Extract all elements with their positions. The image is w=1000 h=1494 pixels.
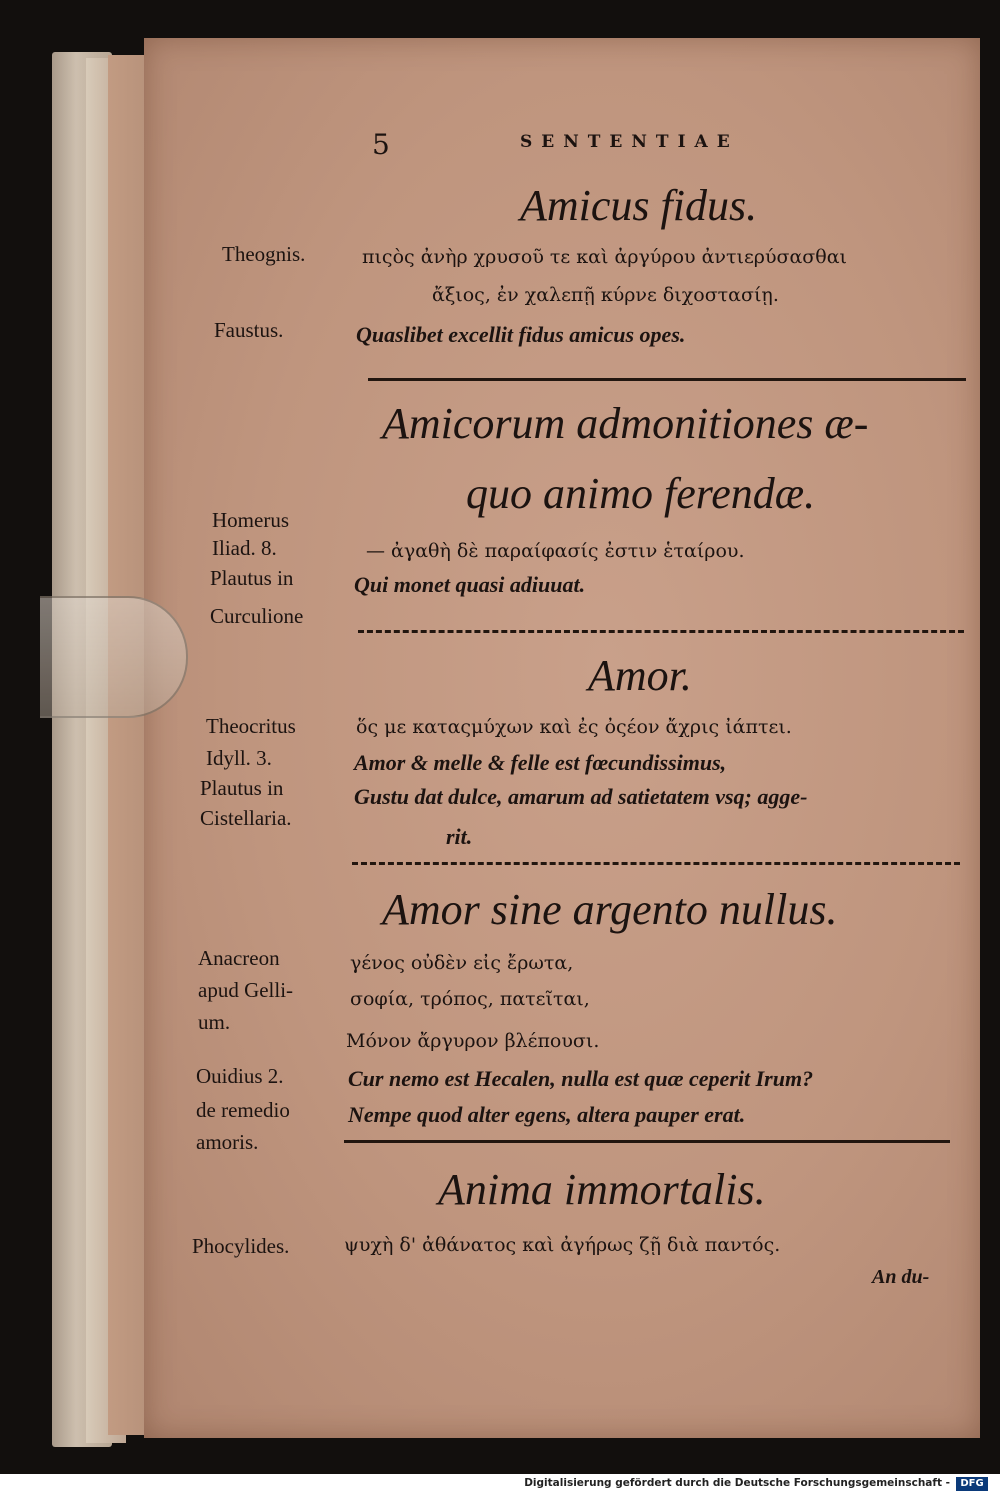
author-ref: de remedio: [196, 1098, 290, 1122]
section-rule: [358, 630, 964, 633]
running-title: SENTENTIAE: [520, 132, 739, 152]
latin-line: rit.: [446, 824, 473, 849]
greek-line: σοφία, τρόπος, πατεῖται,: [350, 988, 590, 1010]
section-heading: Amicorum admonitiones æ-: [382, 399, 869, 448]
greek-line: ψυχὴ δ' ἀθάνατος καὶ ἀγήρως ζῇ διὰ παντός.: [344, 1234, 781, 1256]
section-heading: quo animo ferendæ.: [466, 469, 816, 518]
author-ref: amoris.: [196, 1130, 259, 1154]
author-ref: Plautus in: [210, 566, 294, 590]
author-ref: Theocritus: [206, 714, 296, 738]
section-heading: Amor.: [588, 651, 692, 700]
page-edge: [108, 55, 148, 1435]
greek-line: γένος οὐδὲν εἰς ἔρωτα,: [350, 952, 574, 974]
author-ref: um.: [198, 1010, 231, 1034]
author-ref: Curculione: [210, 604, 304, 628]
section-rule: [352, 862, 960, 865]
latin-line: Quaslibet excellit fidus amicus opes.: [356, 322, 686, 347]
author-ref: Idyll. 3.: [206, 746, 272, 770]
section-heading: Amor sine argento nullus.: [382, 885, 838, 934]
dfg-logo-icon: DFG: [956, 1477, 988, 1491]
greek-line: — ἀγαθὴ δὲ παραίφασίς ἐστιν ἑταίρου.: [366, 540, 745, 562]
latin-line: Qui monet quasi adiuuat.: [354, 572, 586, 597]
author-ref: Ouidius 2.: [196, 1064, 284, 1088]
page-clip: [40, 596, 188, 718]
funding-notice: Digitalisierung gefördert durch die Deutsche Forschungsgemeinschaft -: [524, 1477, 950, 1489]
section-heading: Anima immortalis.: [438, 1165, 766, 1214]
author-ref: Phocylides.: [192, 1234, 290, 1258]
author-ref: apud Gelli-: [198, 978, 294, 1002]
greek-line: ὅς με καταςμύχων καὶ ἐς ὀςέον ἄχρις ἰάπτει.: [356, 716, 792, 738]
section-heading: Amicus fidus.: [520, 181, 758, 230]
latin-line: Gustu dat dulce, amarum ad satietatem vsq; agge-: [354, 784, 808, 809]
section-rule: [344, 1140, 950, 1143]
author-ref: Plautus in: [200, 776, 284, 800]
author-ref: Cistellaria.: [200, 806, 292, 830]
greek-line: πιςὸς ἀνὴρ χρυσοῦ τε καὶ ἀργύρου ἀντιερύσασθαι: [362, 246, 847, 268]
latin-line: Amor & melle & felle est fœcundissimus,: [354, 750, 727, 775]
greek-line: Μόνον ἄργυρον βλέπουσι.: [346, 1030, 600, 1052]
page-number: 5: [372, 128, 390, 161]
section-rule: [368, 378, 966, 381]
catchword: An du-: [872, 1266, 930, 1288]
latin-line: Nempe quod alter egens, altera pauper erat.: [348, 1102, 746, 1127]
footer-bar: [0, 1474, 1000, 1494]
author-ref: Faustus.: [214, 318, 284, 342]
author-ref: Homerus: [212, 508, 289, 532]
author-ref: Anacreon: [198, 946, 280, 970]
author-ref: Theognis.: [222, 242, 306, 266]
latin-line: Cur nemo est Hecalen, nulla est quæ ceperit Irum?: [348, 1066, 814, 1091]
greek-line: ἄξιος, ἐν χαλεπῇ κύρνε διχοστασίῃ.: [432, 284, 779, 306]
author-ref: Iliad. 8.: [212, 536, 277, 560]
